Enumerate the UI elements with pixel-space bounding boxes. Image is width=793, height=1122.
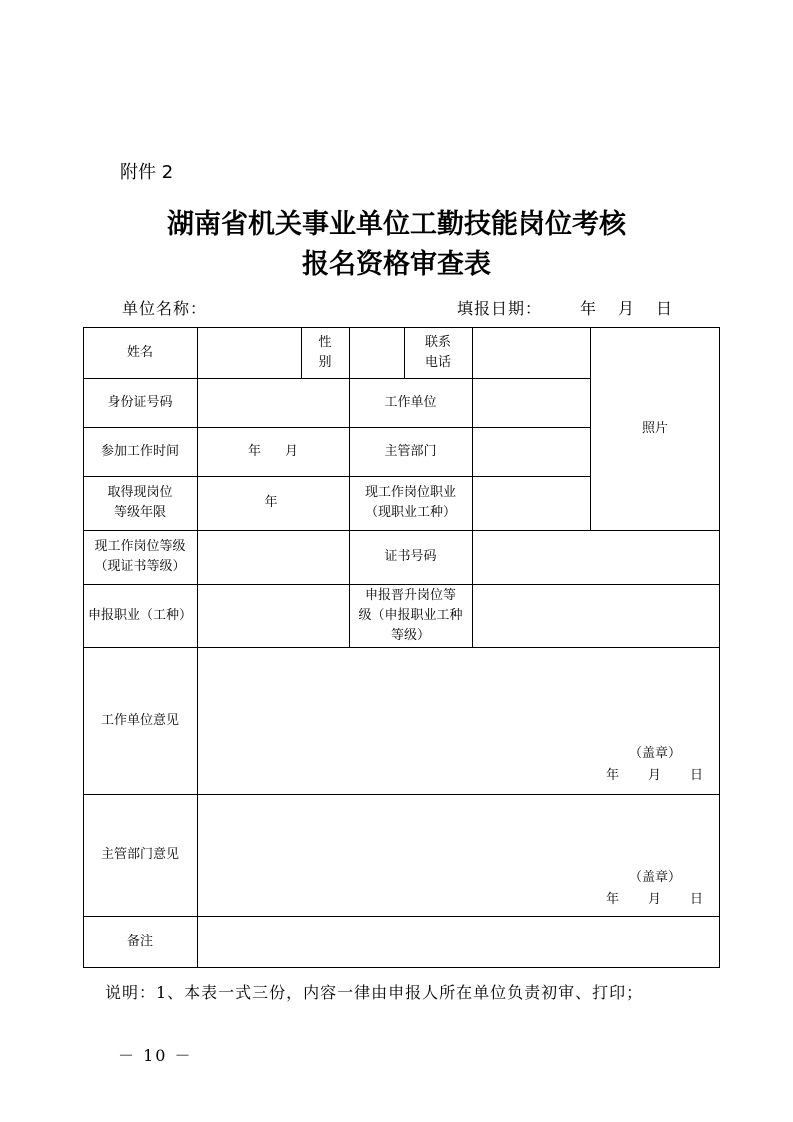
form-note: 说明：1、本表一式三份，内容一律由申报人所在单位负责初审、打印；: [105, 983, 644, 1002]
unit-opinion-month: 月: [648, 768, 662, 783]
dept-opinion-year: 年: [606, 892, 620, 907]
unit-opinion-label: 工作单位意见: [100, 712, 179, 728]
form-title-line1: 湖南省机关事业单位工勤技能岗位考核: [167, 209, 626, 240]
unit-opinion-seal: （盖章）: [629, 746, 682, 761]
fill-date-label: 填报日期：: [457, 299, 543, 318]
work-start-field[interactable]: [197, 427, 349, 476]
fill-date-month: 月: [618, 299, 635, 318]
name-label: 姓名: [126, 344, 153, 360]
dept-opinion-seal: （盖章）: [629, 870, 682, 885]
contact-phone-field[interactable]: [472, 327, 590, 378]
page-number: － 10 －: [118, 1046, 193, 1065]
id-number-label: 身份证号码: [107, 394, 173, 410]
contact-phone-label: 联系 电话: [424, 334, 451, 370]
dept-opinion-label: 主管部门意见: [100, 847, 179, 862]
unit-opinion-field[interactable]: [197, 647, 720, 794]
apply-job-label: 申报职业（工种）: [87, 607, 192, 623]
unit-opinion-year: 年: [606, 768, 620, 783]
id-number-field[interactable]: [197, 378, 349, 427]
fill-date-day: 日: [656, 299, 673, 318]
form-title-line2: 报名资格审查表: [302, 249, 491, 280]
remarks-label: 备注: [126, 934, 153, 949]
current-grade-label: 现工作岗位等级 （现证书等级）: [94, 539, 186, 574]
dept-opinion-field[interactable]: [197, 794, 720, 916]
supervisor-dept-label: 主管部门: [384, 443, 437, 459]
remarks-field[interactable]: [197, 916, 720, 968]
apply-grade-label: 申报晋升岗位等 级（申报职业工种 等级）: [358, 587, 463, 643]
current-grade-field[interactable]: [197, 530, 349, 584]
unit-opinion-day: 日: [690, 768, 704, 783]
work-unit-label: 工作单位: [384, 394, 437, 410]
dept-opinion-month: 月: [648, 892, 662, 907]
attachment-label: 附件 2: [120, 162, 174, 183]
supervisor-dept-field[interactable]: [472, 427, 590, 476]
work-start-month: 月: [285, 443, 299, 459]
apply-grade-field[interactable]: [472, 584, 720, 647]
work-start-label: 参加工作时间: [100, 443, 179, 459]
unit-name-label: 单位名称：: [122, 299, 208, 318]
work-unit-field[interactable]: [472, 378, 590, 427]
gender-label: 性 别: [318, 334, 332, 370]
fill-date-year: 年: [580, 299, 597, 318]
grade-years-label: 取得现岗位 等级年限: [107, 485, 173, 520]
current-job-field[interactable]: [472, 476, 590, 530]
cert-number-field[interactable]: [472, 530, 720, 584]
dept-opinion-day: 日: [690, 892, 704, 907]
work-start-year: 年: [247, 443, 261, 459]
grade-years-field[interactable]: 年: [264, 495, 278, 510]
name-field[interactable]: [197, 327, 301, 378]
gender-field[interactable]: [349, 327, 404, 378]
cert-number-label: 证书号码: [384, 549, 437, 564]
apply-job-field[interactable]: [197, 584, 349, 647]
current-job-label: 现工作岗位职业 （现职业工种）: [364, 485, 456, 520]
photo-box[interactable]: 照片: [641, 420, 668, 436]
